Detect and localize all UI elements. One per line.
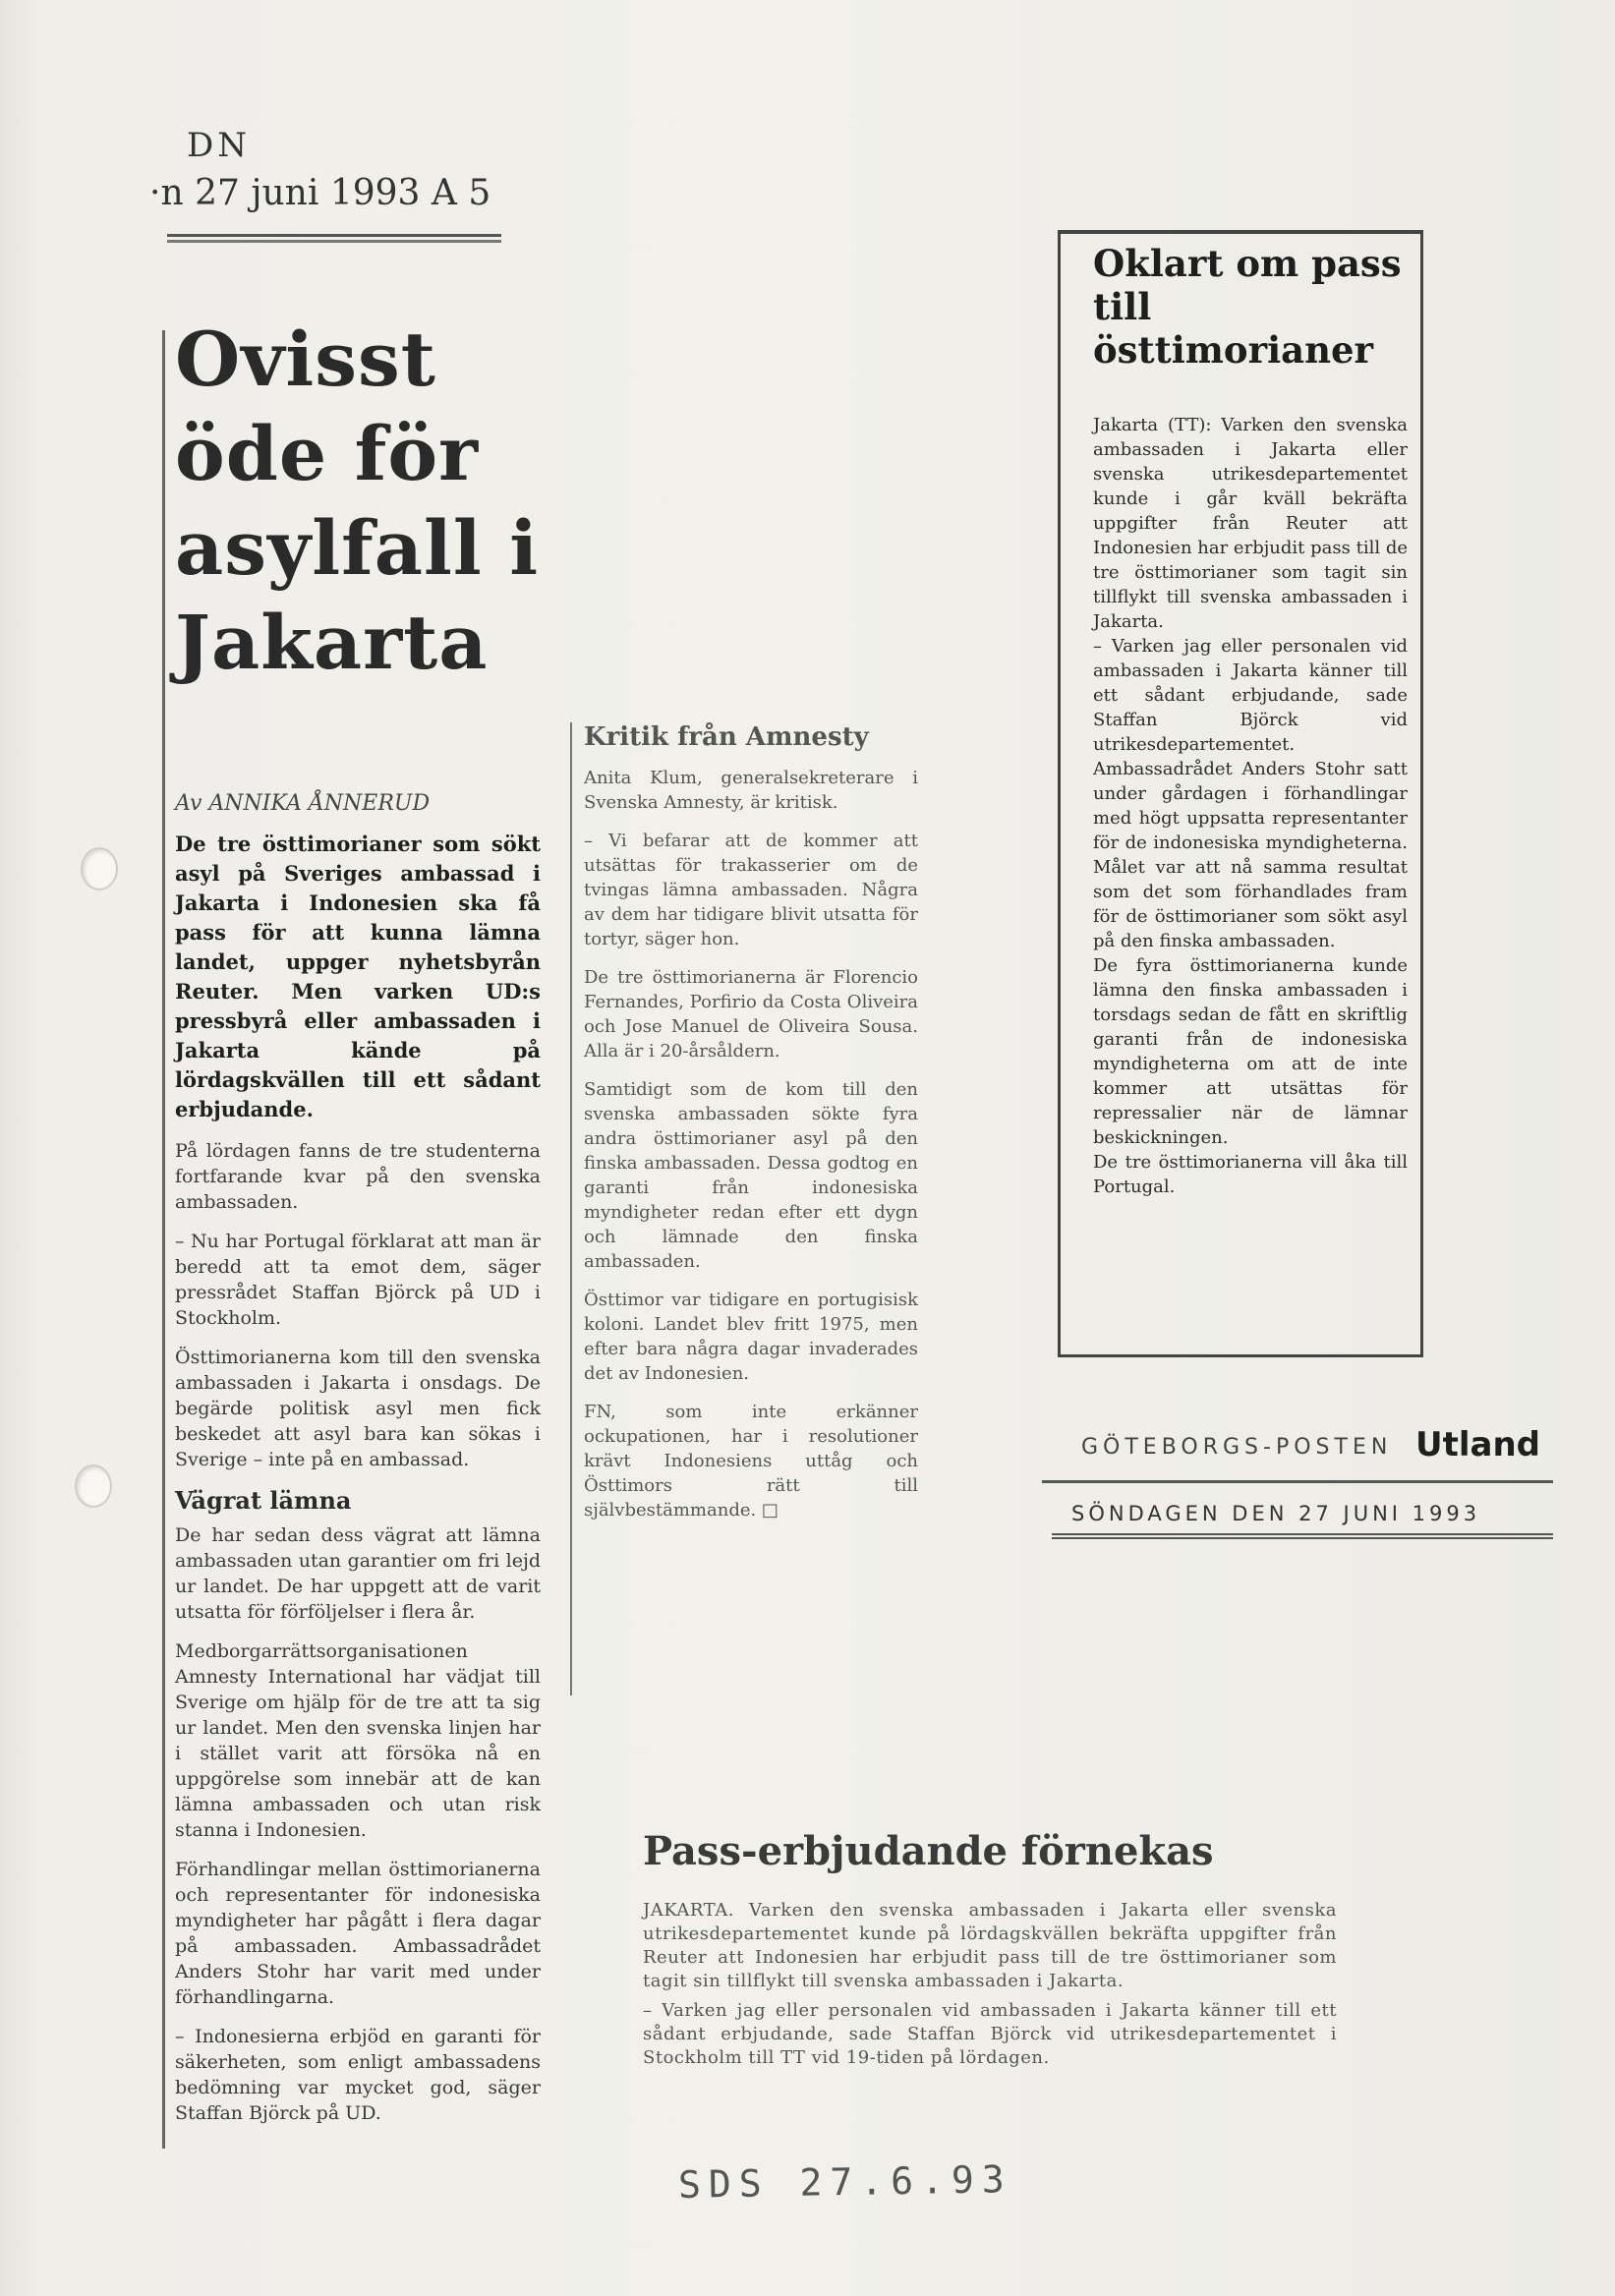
gp-paragraph: De fyra östtimorianerna kunde lämna den finska ambassaden i torsdags sedan de fått en skriftlig garanti från de indonesiska myndigheterna om att de inte kommer att utsättas för repressalier när de lämnar beskickningen.	[1093, 955, 1408, 1148]
dn-column-rule	[162, 330, 165, 2149]
dn-headline: Ovisst öde för asylfall i Jakarta	[175, 316, 540, 686]
dn-paragraph: – Indonesierna erbjöd en garanti för säkerheten, som enligt ambassadens bedömning var mycket god, säger Staffan Björck på UD.	[175, 2026, 541, 2124]
gp-clipping	[1052, 214, 1425, 1364]
gp-paragraph: Jakarta (TT): Varken den svenska ambassaden i Jakarta eller svenska utrikesdepartementet kunde i går kväll bekräfta uppgifter från Reuter att Indonesien har erbjudit pass till de tre östtimorianer som tagit sin tillflykt till svenska ambassaden i Jakarta.	[1093, 415, 1408, 632]
dn-continuation-column	[570, 722, 924, 1705]
sds-article-body	[643, 1899, 1337, 2076]
sds-clipping	[639, 1828, 1347, 2143]
gp-paragraph: – Varken jag eller personalen vid ambassaden i Jakarta känner till ett sådant erbjudande, sade Staffan Björck vid utrikesdepartementet.	[1093, 636, 1408, 755]
dn-subheading: Vägrat lämna	[175, 1486, 352, 1515]
mid-subheading: Kritik från Amnesty	[584, 722, 869, 752]
mid-paragraph: De tre östtimorianerna är Florencio Fernandes, Porfirio da Costa Oliveira och Jose Manuel de Oliveira Sousa. Alla är i 20-årsåldern.	[584, 967, 918, 1062]
gp-article-body	[1093, 413, 1408, 1199]
handwritten-note: SDS 27.6.93	[677, 2157, 1013, 2207]
dn-paragraph: Förhandlingar mellan östtimorianerna och representanter för indonesiska myndigheter har pågått i flera dagar på ambassaden. Ambassadrådet Anders Stohr har varit med under förhandlingarna.	[175, 1859, 541, 2008]
sds-paragraph: – Varken jag eller personalen vid ambassaden i Jakarta känner till ett sådant erbjudande, sade Staffan Björck vid utrikesdepartementet i Stockholm till TT vid 19-tiden på lördagen.	[643, 2000, 1337, 2068]
mid-paragraph: FN, som inte erkänner ockupationen, har i resolutioner krävt Indonesiens uttåg och Östtimors rätt till självbestämmande. □	[584, 1402, 918, 1521]
mid-column-rule	[570, 722, 572, 1695]
dn-header	[147, 98, 501, 256]
mid-paragraph: – Vi befarar att de kommer att utsättas för trakasserier om de tvingas lämna ambassaden. Några av dem har tidigare blivit utsatta för tortyr, säger hon.	[584, 831, 918, 949]
dn-paragraph: De har sedan dess vägrat att lämna ambassaden utan garantier om fri lejd ur landet. De har uppgett att de varit utsatta för förföljelser i flera år.	[175, 1524, 541, 1623]
gp-paragraph: Ambassadrådet Anders Stohr satt under gårdagen i förhandlingar med högt uppsatta representanter för de indonesiska myndigheterna. Målet var att nå samma resultat som det som förhandlades fram för de östtimorianer som sökt asyl på den finska ambassaden.	[1093, 759, 1408, 951]
dn-paragraph: På lördagen fanns de tre studenterna fortfarande kvar på den svenska ambassaden.	[175, 1140, 541, 1213]
mid-paragraph: Samtidigt som de kom till den svenska ambassaden sökte fyra andra östtimorianer asyl på den finska ambassaden. Dessa godtog en garanti från indonesiska myndigheter redan efter ett dygn och lämnade den finska ambassaden.	[584, 1079, 918, 1272]
dn-header-rule	[167, 234, 501, 244]
dn-paragraph: – Nu har Portugal förklarat att man är beredd att ta emot dem, säger pressrådet Staffan Björck på UD i Stockholm.	[175, 1231, 541, 1329]
dn-byline: Av ANNIKA ÅNNERUD	[175, 791, 431, 816]
gp-headline: Oklart om pass till östtimorianer	[1093, 242, 1402, 372]
dn-paragraph: Medborgarrättsorganisationen Amnesty International har vädjat till Sverige om hjälp för de tre att ta sig ur landet. Men den svenska linjen har i stället varit att försöka nå en uppgörelse som innebär att de kan lämna ambassaden och utan risk stanna i Indonesien.	[175, 1640, 541, 1841]
dn-lead: De tre östtimorianer som sökt asyl på Sveriges ambassad i Jakarta i Indonesien ska få pass för att kunna lämna landet, uppger nyhetsbyrån Reuter. Men varken UD:s pressbyrå eller ambassaden i Jakarta kände på lördagskvällen till ett sådant erbjudande.	[175, 832, 541, 1121]
gp-date-line: SÖNDAGEN DEN 27 JUNI 1993	[1071, 1502, 1481, 1525]
gp-paragraph: De tre östtimorianerna vill åka till Portugal.	[1093, 1152, 1408, 1197]
gp-masthead-rule	[1042, 1480, 1553, 1483]
mid-article-body	[584, 766, 918, 1536]
punch-hole-bottom	[75, 1464, 112, 1508]
dn-paper-name: DN	[187, 126, 252, 165]
gp-masthead	[1052, 1425, 1563, 1474]
sds-headline: Pass-erbjudande förnekas	[643, 1828, 1214, 1874]
gp-paper-name: GÖTEBORGS-POSTEN	[1081, 1435, 1393, 1460]
dn-date-line: ·n 27 juni 1993 A 5	[149, 173, 491, 213]
gp-date-rule	[1052, 1533, 1553, 1539]
gp-section-name: Utland	[1415, 1425, 1541, 1464]
punch-hole-top	[81, 847, 118, 890]
dn-article-body	[175, 830, 541, 2140]
dn-paragraph: Östtimorianerna kom till den svenska ambassaden i Jakarta i onsdags. De begärde politisk asyl men fick beskedet att asyl bara kan sökas i Sverige – inte på en ambassad.	[175, 1347, 541, 1470]
dn-clipping	[147, 98, 560, 2241]
sds-paragraph: JAKARTA. Varken den svenska ambassaden i Jakarta eller svenska utrikesdepartementet kunde på lördagskvällen bekräfta uppgifter från Reuter att Indonesien har erbjudit pass till de tre östtimorianer som tagit sin tillflykt till svenska ambassaden i Jakarta.	[643, 1900, 1337, 1991]
mid-paragraph: Anita Klum, generalsekreterare i Svenska Amnesty, är kritisk.	[584, 768, 918, 813]
mid-paragraph: Östtimor var tidigare en portugisisk koloni. Landet blev fritt 1975, men efter bara några dagar invaderades det av Indonesien.	[584, 1290, 918, 1384]
